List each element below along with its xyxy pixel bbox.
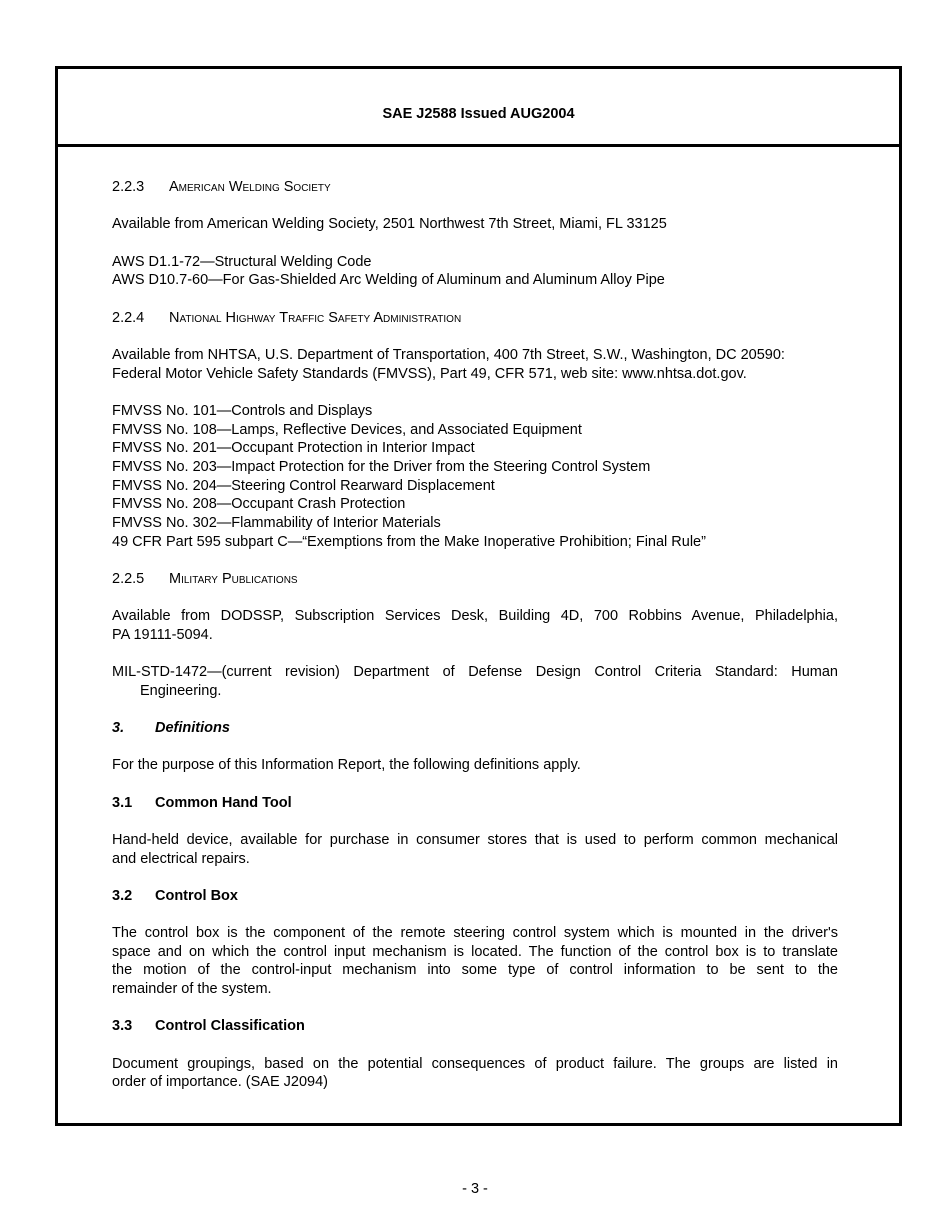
page-number: - 3 - (462, 1181, 488, 1197)
section-2-2-5-heading (112, 570, 838, 589)
paragraph-line: The control box is the component of the remote steering control system which is mounted in the driver's (112, 925, 838, 941)
page-header (58, 69, 899, 147)
section-title: American Welding Society (169, 179, 331, 195)
dodssp-availability-line: Available from DODSSP, Subscription Services Desk, Building 4D, 700 Robbins Avenue, Philadelphia, (112, 608, 838, 624)
reference-item: FMVSS No. 208—Occupant Crash Protection (112, 496, 406, 512)
section-number: 2.2.3 (112, 179, 145, 195)
section-title: Military Publications (169, 571, 298, 587)
section-number: 3.1 (112, 795, 133, 811)
section-3-heading (112, 719, 838, 738)
reference-item: FMVSS No. 204—Steering Control Rearward Displacement (112, 478, 495, 494)
paragraph-line: the motion of the control-input mechanism into some type of control information to be sent to the (112, 962, 838, 978)
section-3-1-heading (112, 794, 838, 813)
section-3-2-heading (112, 887, 838, 906)
reference-item: FMVSS No. 101—Controls and Displays (112, 403, 373, 419)
paragraph-line: remainder of the system. (112, 981, 272, 997)
section-title: Definitions (155, 720, 230, 736)
section-number: 3.3 (112, 1018, 133, 1034)
reference-item: 49 CFR Part 595 subpart C—“Exemptions from the Make Inoperative Prohibition; Final Rule” (112, 534, 706, 550)
paragraph-line: and electrical repairs. (112, 851, 250, 867)
section-number: 2.2.4 (112, 310, 145, 326)
section-title: Control Classification (155, 1018, 305, 1034)
dodssp-availability-line: PA 19111-5094. (112, 627, 213, 643)
reference-item: AWS D10.7-60—For Gas-Shielded Arc Welding of Aluminum and Aluminum Alloy Pipe (112, 272, 665, 288)
paragraph-line: Document groupings, based on the potential consequences of product failure. The groups are listed in (112, 1056, 838, 1072)
section-2-2-4-heading (112, 309, 838, 328)
section-number: 2.2.5 (112, 571, 145, 587)
document-title: SAE J2588 Issued AUG2004 (382, 106, 575, 122)
reference-item: FMVSS No. 203—Impact Protection for the Driver from the Steering Control System (112, 459, 651, 475)
paragraph-line: space and on which the control input mechanism is located. The function of the control box is to translate (112, 944, 838, 960)
section-number: 3. (112, 720, 125, 736)
section-title: Common Hand Tool (155, 795, 292, 811)
aws-availability: Available from American Welding Society, 2501 Northwest 7th Street, Miami, FL 33125 (112, 216, 667, 232)
mil-std-reference-line: Engineering. (140, 683, 222, 699)
reference-item: AWS D1.1-72—Structural Welding Code (112, 254, 372, 270)
reference-item: FMVSS No. 201—Occupant Protection in Interior Impact (112, 440, 475, 456)
reference-item: FMVSS No. 108—Lamps, Reflective Devices, and Associated Equipment (112, 422, 582, 438)
section-3-3-heading (112, 1017, 838, 1036)
paragraph-line: order of importance. (SAE J2094) (112, 1074, 328, 1090)
definitions-intro: For the purpose of this Information Report, the following definitions apply. (112, 757, 581, 773)
section-2-2-3-heading (112, 178, 838, 197)
section-number: 3.2 (112, 888, 133, 904)
paragraph-line: Hand-held device, available for purchase in consumer stores that is used to perform common mechanical (112, 832, 838, 848)
nhtsa-availability-line: Federal Motor Vehicle Safety Standards (FMVSS), Part 49, CFR 571, web site: www.nhtsa.dot.gov. (112, 366, 747, 382)
reference-item: FMVSS No. 302—Flammability of Interior Materials (112, 515, 441, 531)
section-title: Control Box (155, 888, 238, 904)
mil-std-reference-line: MIL-STD-1472—(current revision) Department of Defense Design Control Criteria Standard: Human (112, 664, 838, 680)
nhtsa-availability-line: Available from NHTSA, U.S. Department of Transportation, 400 7th Street, S.W., Washington, DC 20590: (112, 347, 785, 363)
section-title: National Highway Traffic Safety Administration (169, 310, 462, 326)
